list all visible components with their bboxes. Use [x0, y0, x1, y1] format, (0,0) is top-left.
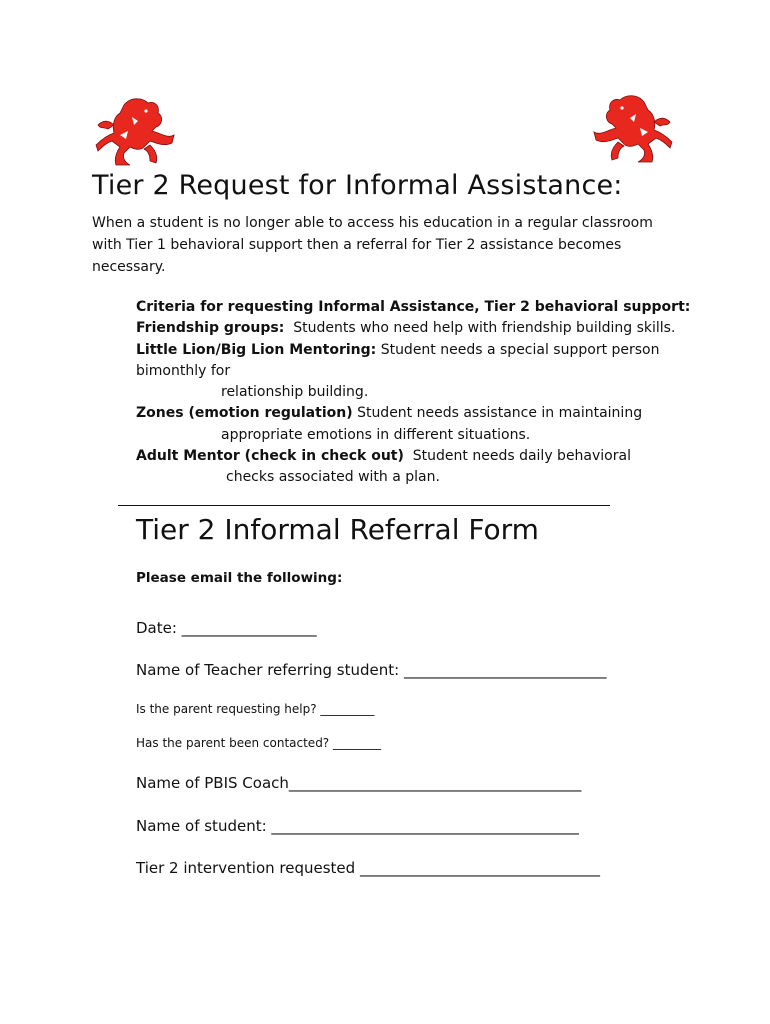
- criteria-item-zones: [136, 403, 736, 424]
- criteria-label: Little Lion/Big Lion Mentoring:: [136, 341, 377, 358]
- form-title: Tier 2 Informal Referral Form: [136, 513, 539, 546]
- intro-line: When a student is no longer able to access his education in a regular classroom: [92, 215, 653, 231]
- lion-logo-right: [592, 92, 674, 164]
- lion-logo-left: [94, 95, 176, 167]
- pbis-coach-field: Name of PBIS Coach_______________________________________: [136, 774, 582, 792]
- criteria-text: Student needs daily behavioral: [412, 448, 631, 465]
- page-title: Tier 2 Request for Informal Assistance:: [92, 170, 623, 201]
- criteria-list: [136, 297, 736, 489]
- lion-mascot-icon: [94, 95, 176, 167]
- parent-requesting-field: Is the parent requesting help? _________: [136, 702, 375, 716]
- criteria-item-friendship: [136, 318, 736, 339]
- intro-line: necessary.: [92, 259, 166, 275]
- criteria-text: relationship building.: [221, 384, 369, 401]
- teacher-name-field: Name of Teacher referring student: ___________________________: [136, 661, 607, 679]
- criteria-text: checks associated with a plan.: [226, 469, 440, 486]
- parent-contacted-field: Has the parent been contacted? ________: [136, 736, 381, 750]
- intro-paragraph: [92, 212, 672, 278]
- criteria-label: Zones (emotion regulation): [136, 405, 353, 422]
- student-name-field: Name of student: _________________________________________: [136, 817, 579, 835]
- lion-mascot-icon: [592, 92, 674, 164]
- intervention-field: Tier 2 intervention requested ________________________________: [136, 859, 600, 877]
- criteria-text: appropriate emotions in different situations.: [221, 426, 531, 443]
- criteria-heading: Criteria for requesting Informal Assistance, Tier 2 behavioral support:: [136, 299, 691, 315]
- section-divider: [118, 505, 610, 506]
- intro-line: with Tier 1 behavioral support then a referral for Tier 2 assistance becomes: [92, 237, 622, 253]
- date-field: Date: __________________: [136, 619, 317, 637]
- criteria-text: bimonthly for: [136, 362, 231, 379]
- criteria-text: Students who need help with friendship building skills.: [293, 320, 676, 337]
- criteria-text: Student needs a special support person: [380, 341, 660, 358]
- criteria-text: Student needs assistance in maintaining: [357, 405, 643, 422]
- criteria-label: Friendship groups:: [136, 320, 285, 337]
- criteria-item-mentoring: [136, 340, 736, 361]
- criteria-item-adult-mentor: [136, 446, 736, 467]
- criteria-label: Adult Mentor (check in check out): [136, 448, 404, 465]
- form-instruction: Please email the following:: [136, 570, 343, 586]
